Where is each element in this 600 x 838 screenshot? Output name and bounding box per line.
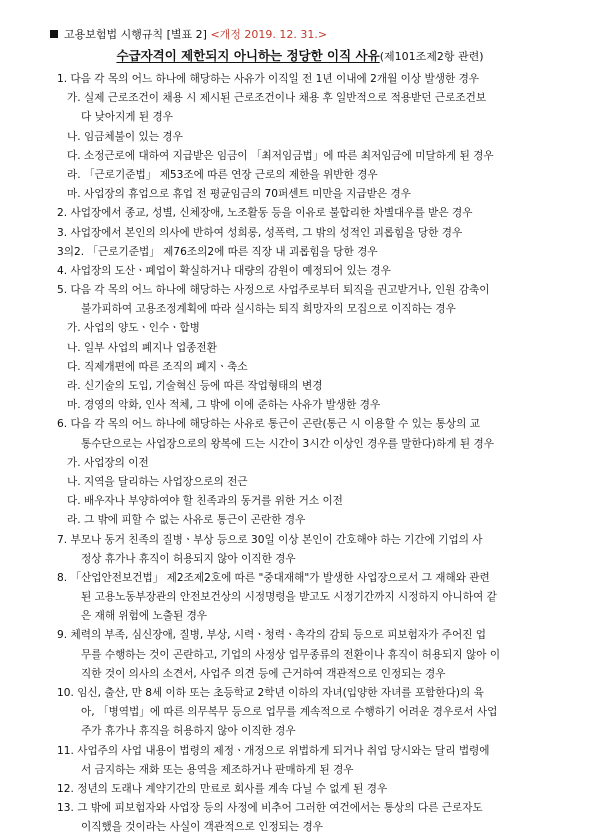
document-line: 12. 정년의 도래나 계약기간의 만료로 회사를 계속 다닐 수 없게 된 경우 [57,782,388,795]
document-line: 가. 사업장의 이전 [67,456,149,469]
document-line: 다 낮아지게 된 경우 [81,111,173,124]
document-line: 나. 지역을 달리하는 사업장으로의 전근 [67,475,248,488]
document-line: 마. 경영의 악화, 인사 적체, 그 밖에 이에 준하는 사유가 발생한 경우 [67,399,381,412]
document-line: 1. 다음 각 목의 어느 하나에 해당하는 사유가 이직일 전 1년 이내에 2개월 이상 발생한 경우 [57,73,480,85]
document-line: 라. 그 밖에 피할 수 없는 사유로 통근이 곤란한 경우 [67,514,306,527]
document-line: 된 고용노동부장관의 안전보건상의 시정명령을 받고도 시정기간까지 시정하지 아니하여 같 [81,591,497,604]
document-line: 나. 일부 사업의 폐지나 업종전환 [67,341,217,354]
document-line: 라. 신기술의 도입, 기술혁신 등에 따른 작업형태의 변경 [67,380,323,392]
document-line: 주가 휴가나 휴직을 허용하지 않아 이직한 경우 [81,725,296,738]
document-line: 불가피하여 고용조정계획에 따라 실시하는 퇴직 희망자의 모집으로 이직하는 경우 [81,303,456,316]
document-title [0,46,600,64]
document-line: 은 재해 위험에 노출된 경우 [81,610,208,623]
document-line: 가. 사업의 양도ㆍ인수ㆍ합병 [67,322,200,335]
document-line: 7. 부모나 동거 친족의 질병ㆍ부상 등으로 30일 이상 본인이 간호해야 하는 기간에 기업의 사 [57,533,483,546]
document-line: 다. 배우자나 부양하여야 할 친족과의 동거를 위한 거소 이전 [67,495,343,508]
document-line: 6. 다음 각 목의 어느 하나에 해당하는 사유로 통근이 곤란(통근 시 이용할 수 있는 통상의 교 [57,418,480,431]
document-line: 5. 다음 각 목의 어느 하나에 해당하는 사정으로 사업주로부터 퇴직을 권고받거나, 인원 감축이 [57,284,490,297]
document-line: 11. 사업주의 사업 내용이 법령의 제정ㆍ개정으로 위법하게 되거나 취업 당시와는 달리 법령에 [57,744,490,757]
document-line: 마. 사업장의 휴업으로 휴업 전 평균임금의 70퍼센트 미만을 지급받은 경우 [67,188,411,201]
document-line: 다. 직제개편에 따른 조직의 폐지ㆍ축소 [67,360,248,373]
title-main: 수급자격이 제한되지 아니하는 정당한 이직 사유 [116,48,380,63]
document-line: 무를 수행하는 것이 곤란하고, 기업의 사정상 업무종류의 전환이나 휴직이 허용되지 않아 이 [81,648,501,661]
document-body [57,70,572,838]
title-sub: (제101조제2항 관련) [379,50,484,63]
document-line: 3의2. 「근로기준법」 제76조의2에 따른 직장 내 괴롭힘을 당한 경우 [57,245,378,258]
header-text: 고용보험법 시행규칙 [별표 2] [64,28,207,41]
document-line: 통수단으로는 사업장으로의 왕복에 드는 시간이 3시간 이상인 경우를 말한다)하게 된 경우 [81,437,494,450]
document-line: 2. 사업장에서 종교, 성별, 신체장애, 노조활동 등을 이유로 불합리한 차별대우를 받은 경우 [57,207,473,220]
document-line: 아, 「병역법」에 따른 의무복무 등으로 업무를 계속적으로 수행하기 어려운 경우로서 사업 [81,706,498,719]
document-line: 가. 실제 근로조건이 채용 시 제시된 근로조건이나 채용 후 일반적으로 적용받던 근로조건보 [67,92,487,105]
square-bullet-icon [50,30,58,38]
document-line: 서 금지하는 재화 또는 용역을 제조하거나 판매하게 된 경우 [81,763,354,776]
document-line: 이직했을 것이라는 사실이 객관적으로 인정되는 경우 [81,821,323,834]
document-line: 직한 것이 의사의 소견서, 사업주 의견 등에 근거하여 객관적으로 인정되는 경우 [81,667,446,680]
document-line: 나. 임금체불이 있는 경우 [67,130,183,143]
document-line: 정상 휴가나 휴직이 허용되지 않아 이직한 경우 [81,552,296,565]
document-line: 13. 그 밖에 피보험자와 사업장 등의 사정에 비추어 그러한 여건에서는 통상의 다른 근로자도 [57,802,483,815]
document-line: 4. 사업장의 도산ㆍ폐업이 확실하거나 대량의 감원이 예정되어 있는 경우 [57,264,391,277]
revision-date: <개정 2019. 12. 31.> [210,28,328,41]
document-line: 8. 「산업안전보건법」 제2조제2호에 따른 "중대재해"가 발생한 사업장으로서 그 재해와 관련 [57,571,490,584]
document-line: 9. 체력의 부족, 심신장애, 질병, 부상, 시력ㆍ청력ㆍ촉각의 감퇴 등으로 피보험자가 주어진 업 [57,629,487,642]
document-line: 10. 임신, 출산, 만 8세 이하 또는 초등학교 2학년 이하의 자녀(입양한 자녀를 포함한다)의 육 [57,687,484,699]
document-header [50,26,327,42]
document-line: 다. 소정근로에 대하여 지급받은 임금이 「최저임금법」에 따른 최저임금에 미달하게 된 경우 [67,149,494,162]
document-line: 라. 「근로기준법」 제53조에 따른 연장 근로의 제한을 위반한 경우 [67,168,378,181]
document-line: 3. 사업장에서 본인의 의사에 반하여 성희롱, 성폭력, 그 밖의 성적인 괴롭힘을 당한 경우 [57,226,463,239]
